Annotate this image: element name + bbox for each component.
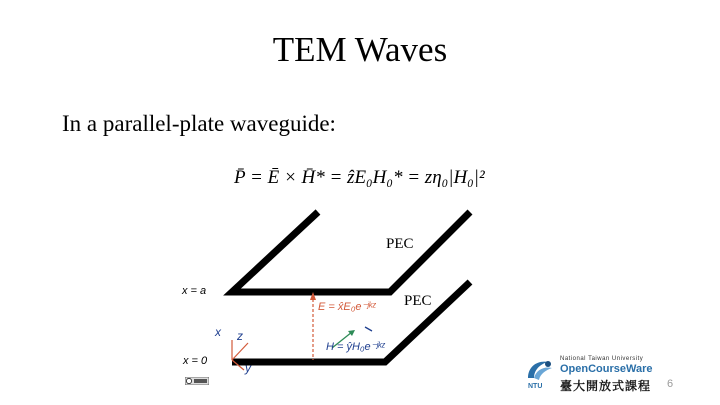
e-field-label: E = x̂E₀e⁻ʲᵏᶻ: [318, 301, 376, 313]
h-wave-arrow: [365, 327, 372, 331]
x-eq-a-label: x = a: [182, 285, 207, 297]
h-field-label: H = ŷH₀e⁻ʲᵏᶻ: [326, 341, 385, 353]
logo-line-2: OpenCourseWare: [560, 363, 653, 375]
poynting-equation-text: P̄ = Ē × H̄* = ẑE₀H₀* = zη₀|H₀|²: [234, 167, 485, 188]
top-plate: [232, 212, 470, 292]
ntu-ocw-logo: [520, 356, 660, 394]
pec-top-label: PEC: [386, 236, 414, 252]
axis-z-label: z: [237, 329, 243, 343]
x-eq-0-label: x = 0: [183, 355, 208, 367]
pec-bottom-label: PEC: [404, 293, 432, 309]
slide-subtitle: In a parallel-plate waveguide:: [62, 111, 336, 136]
axis-x-label: x: [215, 325, 221, 339]
z-axis-line: [232, 343, 248, 360]
logo-line-1: National Taiwan University: [560, 356, 644, 362]
logo-line-3: 臺大開放式課程: [560, 379, 652, 393]
logo-mark: NTU: [528, 383, 543, 390]
page-number: 6: [667, 378, 674, 390]
ocw-globe-icon: [522, 356, 558, 386]
cc-license-icon: [185, 377, 209, 385]
axis-y-label: y: [245, 361, 251, 375]
slide-title: TEM Waves: [272, 30, 448, 69]
